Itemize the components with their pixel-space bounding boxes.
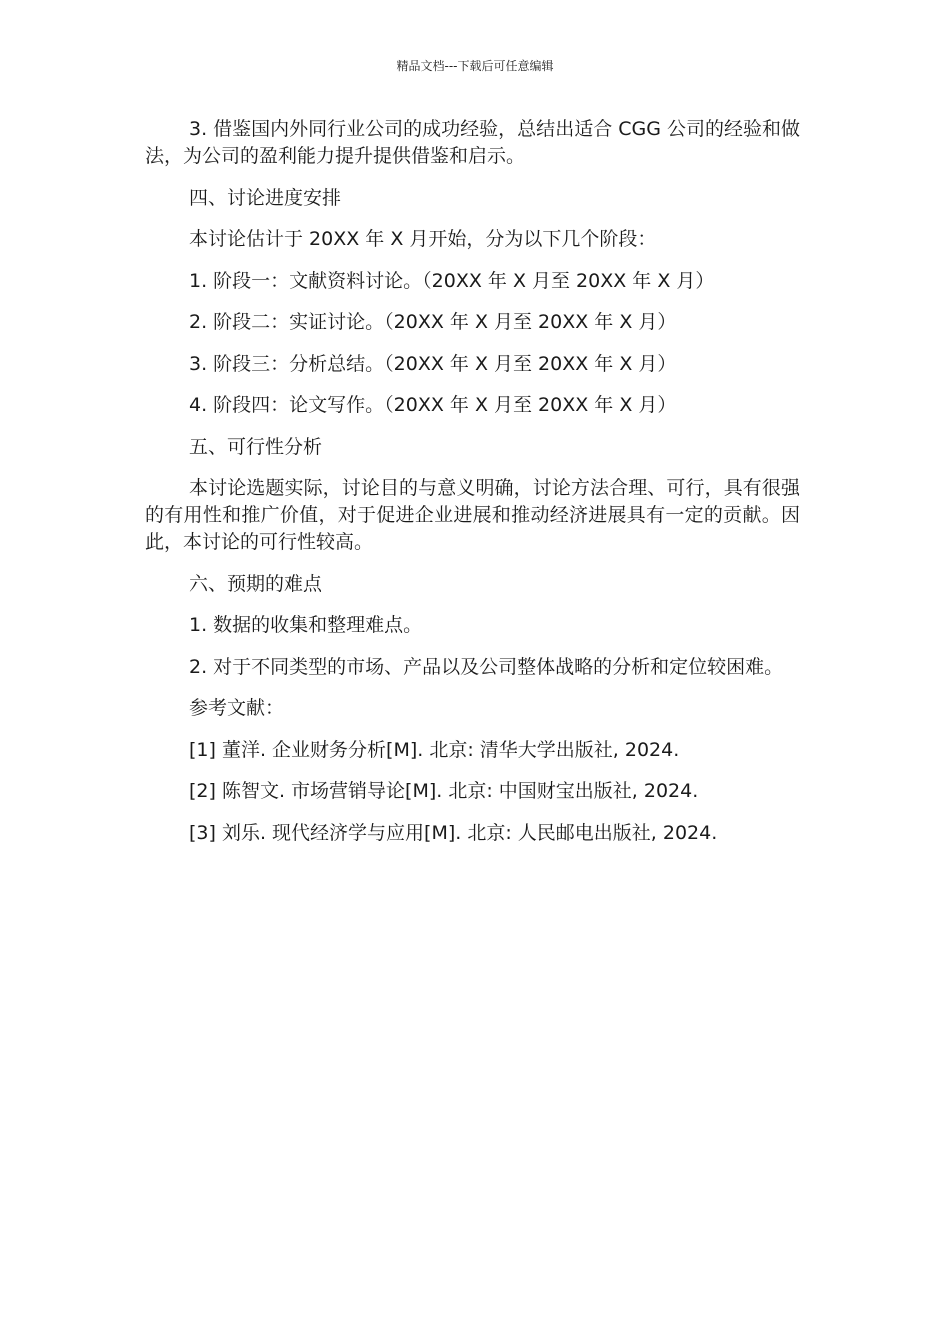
page-header: 精品文档---下载后可任意编辑 bbox=[396, 59, 554, 73]
schedule-stage-3: 3. 阶段三：分析总结。（20XX 年 X 月至 20XX 年 X 月） bbox=[189, 352, 677, 375]
section-heading-difficulties: 六、预期的难点 bbox=[189, 572, 323, 595]
reference-item-3: [3] 刘乐. 现代经济学与应用[M]. 北京: 人民邮电出版社, 2024. bbox=[189, 821, 718, 844]
schedule-stage-2: 2. 阶段二：实证讨论。（20XX 年 X 月至 20XX 年 X 月） bbox=[189, 311, 677, 333]
reference-item-2: [2] 陈智文. 市场营销导论[M]. 北京: 中国财宝出版社, 2024. bbox=[189, 780, 699, 802]
difficulty-item-2: 2. 对于不同类型的市场、产品以及公司整体战略的分析和定位较困难。 bbox=[189, 655, 784, 678]
feasibility-paragraph: 本讨论选题实际，讨论目的与意义明确，讨论方法合理、可行，具有很强的有用性和推广价值，对于促进企业进展和推动经济进展具有一定的贡献。因此，本讨论的可行性较高。 bbox=[145, 477, 800, 553]
difficulty-item-1: 1. 数据的收集和整理难点。 bbox=[189, 614, 423, 636]
reference-item-1: [1] 董洋. 企业财务分析[M]. 北京: 清华大学出版社, 2024. bbox=[189, 738, 680, 761]
schedule-intro: 本讨论估计于 20XX 年 X 月开始，分为以下几个阶段： bbox=[189, 228, 657, 250]
schedule-stage-4: 4. 阶段四：论文写作。（20XX 年 X 月至 20XX 年 X 月） bbox=[189, 394, 677, 416]
section-heading-schedule: 四、讨论进度安排 bbox=[189, 186, 342, 209]
document-body bbox=[145, 116, 800, 861]
schedule-stage-1: 1. 阶段一：文献资料讨论。（20XX 年 X 月至 20XX 年 X 月） bbox=[189, 269, 715, 292]
references-heading: 参考文献： bbox=[189, 697, 285, 719]
section-heading-feasibility: 五、可行性分析 bbox=[189, 435, 323, 458]
paragraph-point-3-summary: 3. 借鉴国内外同行业公司的成功经验，总结出适合 CGG 公司的经验和做法，为公司的盈利能力提升提供借鉴和启示。 bbox=[145, 118, 800, 167]
